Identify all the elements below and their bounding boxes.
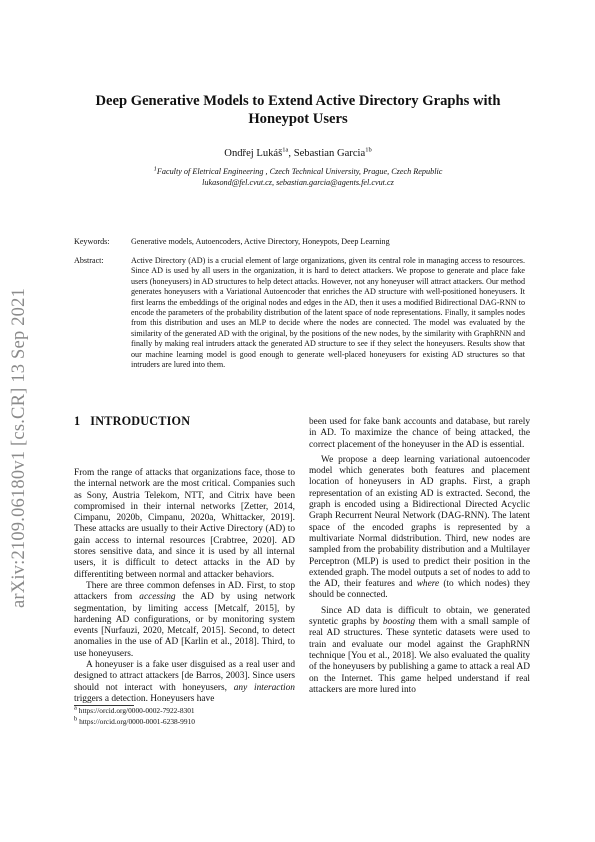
author-1-sup: 1a <box>282 146 289 154</box>
right-paragraph-2: We propose a deep learning variational autoencoder model which generates both features and placement location of honeyusers in AD graphs. First, a graph representation of an existing AD is extracted. Second, the graph is encoded using a Bidirectional Directed Acyclic Graph Recurrent Neural Network (DAG-RNN). The latent space of the encoded graphs is represented by a multivariate Normal didstribution. Third, new nodes are sampled from the probability distribution and a Multilayer Perceptron (MLP) is used to predict their position in the extended graph. The model outputs a set of nodes to add to the AD, their features and where (to which nodes) they should be connected. <box>309 454 531 601</box>
affiliation-text: Faculty of Eletrical Engineering , Czech Technical University, Prague, Czech Republic <box>156 167 443 176</box>
title-line-1: Deep Generative Models to Extend Active Directory Graphs with <box>95 93 501 109</box>
title-line-2: Honeypot Users <box>248 111 348 127</box>
section-number: 1 <box>74 414 81 428</box>
abstract-label: Abstract: <box>74 256 104 265</box>
author-1: Ondřej Lukáš <box>224 148 283 159</box>
author-2-sup: 1b <box>365 146 372 154</box>
left-column <box>74 468 295 705</box>
affiliation-sup: 1 <box>153 165 157 173</box>
section-heading <box>74 414 190 429</box>
right-paragraph-3: Since AD data is difficult to obtain, we generated syntetic graphs by boosting them with a small sample of real AD structures. These syntetic datasets were used to train and evaluate our model against the GraphRNN technique [You et al., 2018]. We also evaluated the quality of the honeyusers by publishing a game to attack a real AD on the Internet. This game helped understand if real attackers are more lured into <box>309 605 531 695</box>
author-emails: lukasond@fel.cvut.cz, sebastian.garcia@agents.fel.cvut.cz <box>202 178 394 187</box>
left-paragraph-1: From the range of attacks that organizations face, those to the internal network are the most critical. Companies such as Sony, Austria Telekom, NTT, and Citrix have been compromised in their internal networks [Zetter, 2014, Cimpanu, 2020b, Cimpanu, 2020a, Whittacker, 2019]. These attacks are usually to their Active Directory (AD) to gain access to internal resources [Crabtree, 2020]. AD stores sensitive data, and since it is used by all internal users, it is difficult to detect attacks in the AD by differentiting between normal and attacker behaviors. <box>74 468 295 580</box>
right-column <box>309 417 530 696</box>
section-title: INTRODUCTION <box>90 414 191 428</box>
affiliation <box>70 166 526 188</box>
arxiv-stamp: arXiv:2109.06180v1 [cs.CR] 13 Sep 2021 <box>9 287 29 608</box>
right-paragraph-1: been used for fake bank accounts and database, but rarely in AD. To maximize the chance of being attacked, the correct placement of the honeyuser in the AD is essential. <box>309 417 530 450</box>
footnote-b: $^b$ https://orcid.org/0000-0001-6238-9910 <box>74 715 195 726</box>
keywords-label: Keywords: <box>74 237 110 246</box>
abstract-text: Active Directory (AD) is a crucial element of large organizations, given its central role in managing access to resources. Since AD is used by all users in the organization, it is hard to detect attackers. We propose to generate and place fake users (honeyusers) in AD structures to help detect attacks. However, not any honeyuser will attract attackers. Our method generates honeyusers with a Variational Autoencoder that enriches the AD structure with well-positioned honeyusers. It first learns the embeddings of the original nodes and edges in the AD, then it uses a modified Bidirectional DAG-RNN to encode the parameters of the probability distribution of the latent space of node representations. Finally, it samples nodes from this distribution and uses an MLP to decide where the nodes are connected. The model was evaluated by the similarity of the generated AD with the original, by the positions of the new nodes, by the similarity with GraphRNN and finally by making real intruders attack the generated AD structure to see if they select the honeyusers. Results show that our machine learning model is good enough to generate well-placed honeyusers for existing AD structures so that intruders are lured into them. <box>131 256 525 370</box>
left-paragraph-3: A honeyuser is a fake user disguised as a real user and designed to attract attackers [de Barros, 2003]. Since users should not interact with honeyusers, any interaction triggers a detection. Honeyusers have <box>74 660 295 704</box>
author-2: , Sebastian Garcia <box>288 148 366 159</box>
left-paragraph-2: There are three common defenses in AD. First, to stop attackers from accessing the AD by using network segmentation, by limiting access [Metcalf, 2015], by hardening AD configurations, or by monitoring system events [Nurfauzi, 2020, Metcalf, 2015]. Second, to detect anomalies in the use of AD [Karlin et al., 2018]. Third, to use honeyusers. <box>74 580 295 659</box>
keywords-text: Generative models, Autoencoders, Active Directory, Honeypots, Deep Learning <box>131 237 390 246</box>
authors <box>70 148 526 159</box>
paper-title <box>70 92 526 128</box>
footnote-a: $^a$ https://orcid.org/0000-0002-7922-8301 <box>74 704 195 715</box>
